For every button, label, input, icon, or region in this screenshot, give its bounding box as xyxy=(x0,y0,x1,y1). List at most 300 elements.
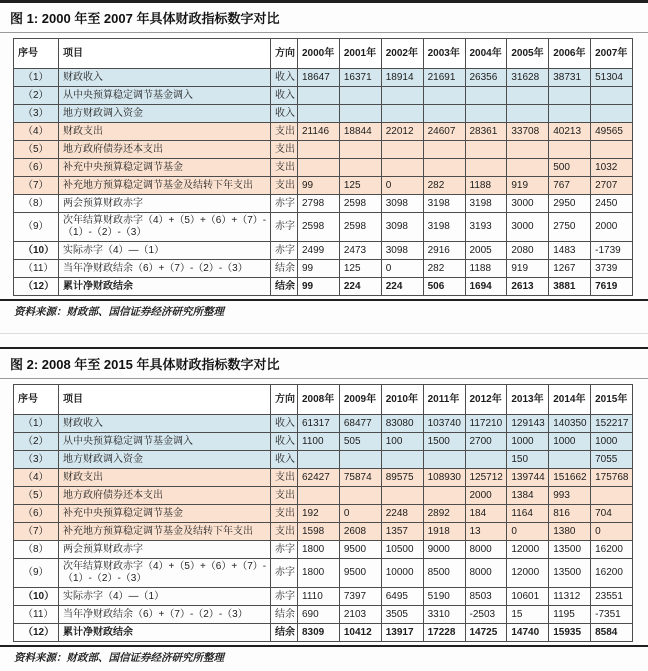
value-cell: 24607 xyxy=(423,123,465,141)
direction-label: 支出 xyxy=(271,505,298,523)
value-cell: 282 xyxy=(423,260,465,278)
column-header: 2001年 xyxy=(339,39,381,69)
value-cell: 125712 xyxy=(465,469,507,487)
row-number: （8） xyxy=(14,541,59,559)
table-row xyxy=(14,505,633,523)
column-header: 项目 xyxy=(59,385,271,415)
value-cell xyxy=(298,141,340,159)
item-label: 从中央预算稳定调节基金调入 xyxy=(59,87,271,105)
value-cell: 12000 xyxy=(507,559,549,588)
row-number: （9） xyxy=(14,213,59,242)
item-label: 补充地方预算稳定调节基金及结转下年支出 xyxy=(59,177,271,195)
item-label: 补充地方预算稳定调节基金及结转下年支出 xyxy=(59,523,271,541)
value-cell: -2503 xyxy=(465,606,507,624)
value-cell: 152217 xyxy=(591,415,633,433)
value-cell: 1500 xyxy=(423,433,465,451)
value-cell: 13500 xyxy=(549,541,591,559)
direction-label: 支出 xyxy=(271,141,298,159)
value-cell: 1188 xyxy=(465,260,507,278)
value-cell: 7619 xyxy=(591,278,633,296)
table-row xyxy=(14,559,633,588)
value-cell: 2000 xyxy=(591,213,633,242)
value-cell: 816 xyxy=(549,505,591,523)
value-cell: 1357 xyxy=(381,523,423,541)
value-cell: 16371 xyxy=(339,69,381,87)
row-number: （6） xyxy=(14,159,59,177)
value-cell xyxy=(339,451,381,469)
item-label: 当年净财政结余（6）+（7）-（2）-（3） xyxy=(59,606,271,624)
value-cell: 38731 xyxy=(549,69,591,87)
value-cell xyxy=(298,487,340,505)
value-cell: 75874 xyxy=(339,469,381,487)
value-cell xyxy=(423,141,465,159)
value-cell: 3098 xyxy=(381,195,423,213)
table-row xyxy=(14,415,633,433)
value-cell xyxy=(591,105,633,123)
value-cell: 3505 xyxy=(381,606,423,624)
figures-gap xyxy=(0,334,648,347)
value-cell: 919 xyxy=(507,260,549,278)
column-header: 2007年 xyxy=(591,39,633,69)
column-header: 2006年 xyxy=(549,39,591,69)
value-cell: 1164 xyxy=(507,505,549,523)
value-cell xyxy=(507,141,549,159)
value-cell: 3000 xyxy=(507,195,549,213)
value-cell xyxy=(423,487,465,505)
value-cell xyxy=(423,451,465,469)
value-cell: 1800 xyxy=(298,559,340,588)
item-label: 财政支出 xyxy=(59,469,271,487)
item-label: 财政收入 xyxy=(59,415,271,433)
value-cell: 18914 xyxy=(381,69,423,87)
value-cell xyxy=(423,159,465,177)
value-cell: 7055 xyxy=(591,451,633,469)
value-cell: 3098 xyxy=(381,213,423,242)
value-cell: 99 xyxy=(298,278,340,296)
value-cell: 2499 xyxy=(298,242,340,260)
value-cell xyxy=(549,87,591,105)
value-cell: 1000 xyxy=(507,433,549,451)
value-cell: 26356 xyxy=(465,69,507,87)
value-cell xyxy=(423,87,465,105)
column-header: 项目 xyxy=(59,39,271,69)
value-cell: 125 xyxy=(339,260,381,278)
value-cell: 13 xyxy=(465,523,507,541)
value-cell: 919 xyxy=(507,177,549,195)
value-cell: 2700 xyxy=(465,433,507,451)
value-cell: 2080 xyxy=(507,242,549,260)
value-cell: 2916 xyxy=(423,242,465,260)
column-header: 2015年 xyxy=(591,385,633,415)
value-cell: 2598 xyxy=(298,213,340,242)
value-cell: 2598 xyxy=(339,213,381,242)
value-cell: 704 xyxy=(591,505,633,523)
value-cell: 1100 xyxy=(298,433,340,451)
table-row xyxy=(14,624,633,642)
value-cell: 13500 xyxy=(549,559,591,588)
value-cell: 22012 xyxy=(381,123,423,141)
value-cell: 506 xyxy=(423,278,465,296)
value-cell xyxy=(591,87,633,105)
item-label: 补充中央预算稳定调节基金 xyxy=(59,159,271,177)
table-row xyxy=(14,123,633,141)
value-cell: 3198 xyxy=(465,195,507,213)
value-cell: 1188 xyxy=(465,177,507,195)
value-cell: 89575 xyxy=(381,469,423,487)
value-cell: 224 xyxy=(339,278,381,296)
table-row xyxy=(14,606,633,624)
row-number: （4） xyxy=(14,123,59,141)
item-label: 实际赤字（4）—（1） xyxy=(59,242,271,260)
column-header: 序号 xyxy=(14,385,59,415)
value-cell: 129143 xyxy=(507,415,549,433)
value-cell: 6495 xyxy=(381,588,423,606)
fiscal-indicators-table-2000-2007 xyxy=(13,38,633,296)
direction-label: 支出 xyxy=(271,487,298,505)
value-cell: 1110 xyxy=(298,588,340,606)
value-cell: 2608 xyxy=(339,523,381,541)
value-cell xyxy=(298,105,340,123)
row-number: （5） xyxy=(14,141,59,159)
value-cell: 68477 xyxy=(339,415,381,433)
value-cell: 175768 xyxy=(591,469,633,487)
value-cell: 139744 xyxy=(507,469,549,487)
direction-label: 赤字 xyxy=(271,559,298,588)
value-cell xyxy=(549,451,591,469)
value-cell xyxy=(507,87,549,105)
figure-2-title: 图 2: 2008 年至 2015 年具体财政指标数字对比 xyxy=(10,357,280,372)
row-number: （1） xyxy=(14,69,59,87)
value-cell: 10500 xyxy=(381,541,423,559)
value-cell: 117210 xyxy=(465,415,507,433)
value-cell: 108930 xyxy=(423,469,465,487)
row-number: （3） xyxy=(14,451,59,469)
value-cell xyxy=(591,487,633,505)
value-cell xyxy=(381,451,423,469)
direction-label: 收入 xyxy=(271,451,298,469)
table-row xyxy=(14,451,633,469)
value-cell: 61317 xyxy=(298,415,340,433)
table-row xyxy=(14,541,633,559)
value-cell: 15 xyxy=(507,606,549,624)
table-row xyxy=(14,159,633,177)
column-header: 序号 xyxy=(14,39,59,69)
value-cell: 993 xyxy=(549,487,591,505)
table-row xyxy=(14,433,633,451)
direction-label: 结余 xyxy=(271,278,298,296)
direction-label: 赤字 xyxy=(271,242,298,260)
item-label: 两会预算财政赤字 xyxy=(59,541,271,559)
column-header: 方向 xyxy=(271,39,298,69)
value-cell: 1000 xyxy=(549,433,591,451)
value-cell: 690 xyxy=(298,606,340,624)
value-cell: 1000 xyxy=(591,433,633,451)
row-number: （2） xyxy=(14,87,59,105)
value-cell: 1800 xyxy=(298,541,340,559)
row-number: （2） xyxy=(14,433,59,451)
value-cell xyxy=(339,159,381,177)
figure-1-table-area xyxy=(0,33,648,296)
direction-label: 支出 xyxy=(271,523,298,541)
value-cell: 12000 xyxy=(507,541,549,559)
value-cell: 151662 xyxy=(549,469,591,487)
value-cell: 103740 xyxy=(423,415,465,433)
value-cell: 9500 xyxy=(339,559,381,588)
direction-label: 结余 xyxy=(271,606,298,624)
value-cell xyxy=(298,87,340,105)
row-number: （9） xyxy=(14,559,59,588)
value-cell: 767 xyxy=(549,177,591,195)
value-cell: 8500 xyxy=(423,559,465,588)
item-label: 累计净财政结余 xyxy=(59,624,271,642)
column-header: 2010年 xyxy=(381,385,423,415)
direction-label: 收入 xyxy=(271,105,298,123)
table-row xyxy=(14,69,633,87)
table-row xyxy=(14,213,633,242)
direction-label: 支出 xyxy=(271,123,298,141)
value-cell xyxy=(298,159,340,177)
table-row xyxy=(14,141,633,159)
direction-label: 结余 xyxy=(271,260,298,278)
value-cell: 28361 xyxy=(465,123,507,141)
value-cell: 2450 xyxy=(591,195,633,213)
value-cell: 3000 xyxy=(507,213,549,242)
value-cell: 8000 xyxy=(465,559,507,588)
value-cell xyxy=(339,87,381,105)
value-cell: 1598 xyxy=(298,523,340,541)
item-label: 财政收入 xyxy=(59,69,271,87)
item-label: 两会预算财政赤字 xyxy=(59,195,271,213)
value-cell: 18844 xyxy=(339,123,381,141)
value-cell: 3310 xyxy=(423,606,465,624)
value-cell: 505 xyxy=(339,433,381,451)
value-cell: 100 xyxy=(381,433,423,451)
value-cell: 51304 xyxy=(591,69,633,87)
value-cell: 21691 xyxy=(423,69,465,87)
value-cell: 21146 xyxy=(298,123,340,141)
value-cell xyxy=(339,487,381,505)
item-label: 次年结算财政赤字（4）+（5）+（6）+（7）-（1）-（2）-（3） xyxy=(59,213,271,242)
header-row xyxy=(14,385,633,415)
value-cell: 8584 xyxy=(591,624,633,642)
column-header: 2002年 xyxy=(381,39,423,69)
value-cell: 8503 xyxy=(465,588,507,606)
value-cell: 0 xyxy=(339,505,381,523)
value-cell: 3881 xyxy=(549,278,591,296)
item-label: 地方财政调入资金 xyxy=(59,105,271,123)
row-number: （11） xyxy=(14,260,59,278)
table-row xyxy=(14,242,633,260)
value-cell: 17228 xyxy=(423,624,465,642)
value-cell: 9000 xyxy=(423,541,465,559)
value-cell: 500 xyxy=(549,159,591,177)
value-cell: 7397 xyxy=(339,588,381,606)
direction-label: 收入 xyxy=(271,433,298,451)
table-row xyxy=(14,523,633,541)
direction-label: 支出 xyxy=(271,469,298,487)
row-number: （7） xyxy=(14,523,59,541)
value-cell: 224 xyxy=(381,278,423,296)
value-cell: 14725 xyxy=(465,624,507,642)
value-cell xyxy=(549,105,591,123)
column-header: 2000年 xyxy=(298,39,340,69)
value-cell xyxy=(381,159,423,177)
direction-label: 赤字 xyxy=(271,588,298,606)
value-cell xyxy=(507,159,549,177)
value-cell: 2248 xyxy=(381,505,423,523)
value-cell: 0 xyxy=(591,523,633,541)
value-cell: 2473 xyxy=(339,242,381,260)
table-row xyxy=(14,195,633,213)
value-cell: 3198 xyxy=(423,195,465,213)
value-cell xyxy=(298,451,340,469)
value-cell xyxy=(381,487,423,505)
item-label: 地方政府债券还本支出 xyxy=(59,487,271,505)
value-cell: 33708 xyxy=(507,123,549,141)
column-header: 2003年 xyxy=(423,39,465,69)
value-cell: 2950 xyxy=(549,195,591,213)
value-cell: 2750 xyxy=(549,213,591,242)
value-cell xyxy=(339,105,381,123)
value-cell: 18647 xyxy=(298,69,340,87)
row-number: （8） xyxy=(14,195,59,213)
item-label: 当年净财政结余（6）+（7）-（2）-（3） xyxy=(59,260,271,278)
value-cell: -1739 xyxy=(591,242,633,260)
column-header: 2004年 xyxy=(465,39,507,69)
row-number: （4） xyxy=(14,469,59,487)
value-cell: 2892 xyxy=(423,505,465,523)
direction-label: 结余 xyxy=(271,624,298,642)
value-cell xyxy=(423,105,465,123)
row-number: （11） xyxy=(14,606,59,624)
value-cell xyxy=(549,141,591,159)
value-cell: 49565 xyxy=(591,123,633,141)
direction-label: 赤字 xyxy=(271,541,298,559)
item-label: 从中央预算稳定调节基金调入 xyxy=(59,433,271,451)
direction-label: 收入 xyxy=(271,87,298,105)
value-cell: 1032 xyxy=(591,159,633,177)
value-cell: -7351 xyxy=(591,606,633,624)
table-row xyxy=(14,260,633,278)
value-cell: 3739 xyxy=(591,260,633,278)
row-number: （7） xyxy=(14,177,59,195)
value-cell: 8000 xyxy=(465,541,507,559)
value-cell: 2598 xyxy=(339,195,381,213)
value-cell: 192 xyxy=(298,505,340,523)
direction-label: 支出 xyxy=(271,177,298,195)
value-cell: 1195 xyxy=(549,606,591,624)
value-cell: 3098 xyxy=(381,242,423,260)
direction-label: 赤字 xyxy=(271,213,298,242)
value-cell: 1380 xyxy=(549,523,591,541)
column-header: 2013年 xyxy=(507,385,549,415)
value-cell: 1918 xyxy=(423,523,465,541)
value-cell: 8309 xyxy=(298,624,340,642)
value-cell: 2798 xyxy=(298,195,340,213)
figure-1-source-note: 资料来源：财政部、国信证券经济研究所整理 xyxy=(14,307,224,318)
value-cell: 282 xyxy=(423,177,465,195)
value-cell: 99 xyxy=(298,260,340,278)
table-row xyxy=(14,588,633,606)
value-cell xyxy=(339,141,381,159)
value-cell: 40213 xyxy=(549,123,591,141)
item-label: 财政支出 xyxy=(59,123,271,141)
value-cell: 1267 xyxy=(549,260,591,278)
row-number: （5） xyxy=(14,487,59,505)
row-number: （10） xyxy=(14,588,59,606)
direction-label: 收入 xyxy=(271,69,298,87)
value-cell: 2613 xyxy=(507,278,549,296)
value-cell: 0 xyxy=(507,523,549,541)
table-row xyxy=(14,278,633,296)
row-number: （6） xyxy=(14,505,59,523)
value-cell xyxy=(591,141,633,159)
value-cell: 2707 xyxy=(591,177,633,195)
table-row xyxy=(14,487,633,505)
value-cell xyxy=(507,105,549,123)
value-cell: 9500 xyxy=(339,541,381,559)
table-row xyxy=(14,177,633,195)
value-cell: 2103 xyxy=(339,606,381,624)
fiscal-indicators-table-2008-2015 xyxy=(13,384,633,642)
value-cell: 2000 xyxy=(465,487,507,505)
column-header: 2012年 xyxy=(465,385,507,415)
column-header: 2005年 xyxy=(507,39,549,69)
direction-label: 收入 xyxy=(271,415,298,433)
direction-label: 支出 xyxy=(271,159,298,177)
value-cell: 3198 xyxy=(423,213,465,242)
value-cell: 1694 xyxy=(465,278,507,296)
value-cell: 15935 xyxy=(549,624,591,642)
value-cell: 2005 xyxy=(465,242,507,260)
row-number: （10） xyxy=(14,242,59,260)
row-number: （1） xyxy=(14,415,59,433)
value-cell xyxy=(465,141,507,159)
value-cell: 10601 xyxy=(507,588,549,606)
header-row xyxy=(14,39,633,69)
table-row xyxy=(14,469,633,487)
figure-1-title: 图 1: 2000 年至 2007 年具体财政指标数字对比 xyxy=(10,11,280,26)
row-number: （12） xyxy=(14,624,59,642)
value-cell: 83080 xyxy=(381,415,423,433)
value-cell xyxy=(381,87,423,105)
item-label: 累计净财政结余 xyxy=(59,278,271,296)
value-cell: 1384 xyxy=(507,487,549,505)
figure-1-block xyxy=(0,3,648,334)
item-label: 次年结算财政赤字（4）+（5）+（6）+（7）-（1）-（2）-（3） xyxy=(59,559,271,588)
figure-2-source-note: 资料来源：财政部、国信证券经济研究所整理 xyxy=(14,653,224,664)
value-cell xyxy=(465,105,507,123)
direction-label: 赤字 xyxy=(271,195,298,213)
column-header: 2014年 xyxy=(549,385,591,415)
value-cell: 184 xyxy=(465,505,507,523)
value-cell: 62427 xyxy=(298,469,340,487)
value-cell xyxy=(465,159,507,177)
value-cell xyxy=(465,87,507,105)
figure-2-block xyxy=(0,347,648,671)
figure-2-table-area xyxy=(0,379,648,642)
value-cell: 3193 xyxy=(465,213,507,242)
value-cell: 31628 xyxy=(507,69,549,87)
value-cell: 16200 xyxy=(591,559,633,588)
value-cell: 0 xyxy=(381,260,423,278)
item-label: 地方财政调入资金 xyxy=(59,451,271,469)
value-cell xyxy=(381,105,423,123)
value-cell: 5190 xyxy=(423,588,465,606)
column-header: 方向 xyxy=(271,385,298,415)
value-cell xyxy=(465,451,507,469)
item-label: 地方政府债券还本支出 xyxy=(59,141,271,159)
